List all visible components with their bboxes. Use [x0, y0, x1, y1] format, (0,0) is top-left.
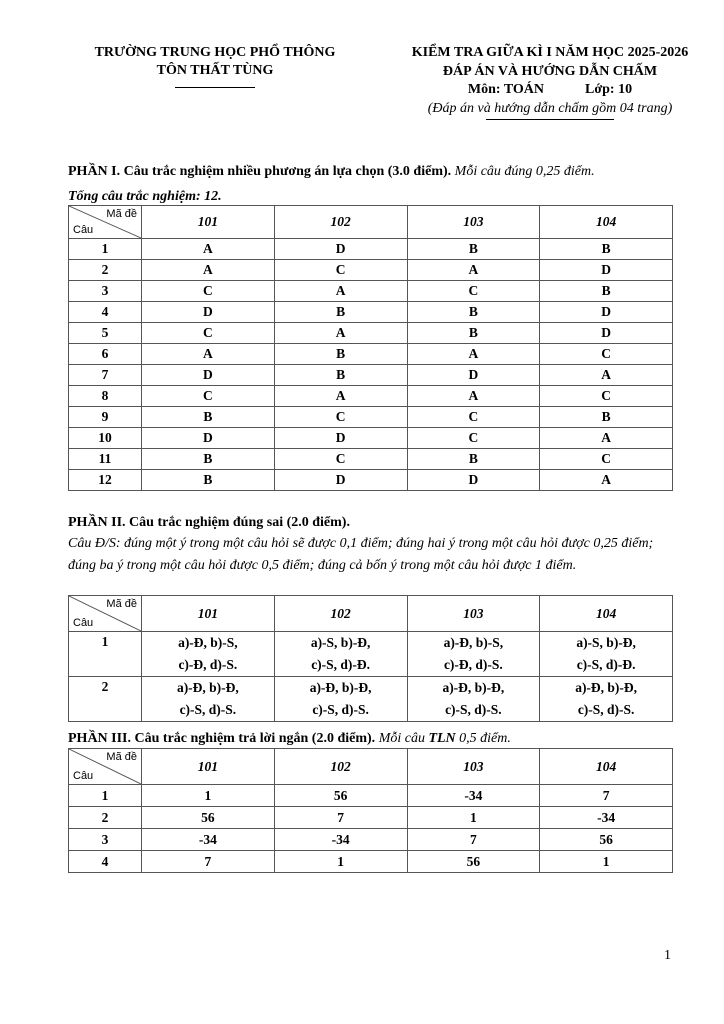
- part1-title: PHẦN I. Câu trắc nghiệm nhiều phương án lựa chọn (3.0 điểm).: [68, 164, 452, 179]
- answer-cell: C: [274, 407, 407, 428]
- answer-cell: -34: [142, 829, 275, 851]
- answer-cell: D: [540, 260, 673, 281]
- answer-line: a)-S, b)-Đ,: [310, 635, 371, 650]
- answer-cell: D: [274, 428, 407, 449]
- answer-cell: B: [142, 470, 275, 491]
- question-number: 10: [69, 428, 142, 449]
- answer-cell: 56: [407, 851, 540, 873]
- code-header: 102: [274, 749, 407, 785]
- answer-cell: C: [407, 428, 540, 449]
- table-row: [69, 632, 673, 677]
- table-row: [69, 365, 673, 386]
- part2-answer-table: [68, 595, 673, 722]
- exam-title: KIỂM TRA GIỮA KÌ I NĂM HỌC 2025-2026: [411, 45, 689, 60]
- answer-cell: D: [540, 302, 673, 323]
- part3-answer-table: [68, 748, 673, 873]
- answer-cell: A: [274, 281, 407, 302]
- answer-cell: C: [407, 281, 540, 302]
- part1-total: Tổng câu trắc nghiệm: 12.: [68, 189, 222, 204]
- part1-rows: [69, 239, 673, 491]
- question-number: 1: [69, 239, 142, 260]
- table-row: [69, 323, 673, 344]
- answer-line: c)-S, d)-Đ.: [311, 657, 371, 672]
- part3-scoring-abbr: TLN: [428, 731, 456, 746]
- answer-line: a)-S, b)-Đ,: [576, 635, 636, 650]
- code-header: 103: [407, 749, 540, 785]
- part1-scoring: Mỗi câu đúng 0,25 điểm.: [454, 164, 595, 179]
- answer-cell: D: [142, 428, 275, 449]
- answer-cell: 1: [274, 851, 407, 873]
- answer-cell: C: [540, 386, 673, 407]
- doc-title: ĐÁP ÁN VÀ HƯỚNG DẪN CHẤM: [442, 63, 658, 79]
- answer-cell: A: [142, 344, 275, 365]
- answer-cell: B: [274, 344, 407, 365]
- school-header: [70, 44, 360, 98]
- answer-cell: B: [407, 302, 540, 323]
- answer-cell: C: [540, 449, 673, 470]
- question-number: 3: [69, 829, 142, 851]
- table-row: [69, 386, 673, 407]
- corner-label-question: Câu: [73, 224, 94, 236]
- answer-cell: [274, 677, 407, 722]
- table-header-row: [69, 206, 673, 239]
- answer-cell: 7: [407, 829, 540, 851]
- answer-line: c)-S, d)-S.: [312, 702, 369, 717]
- part3-heading: [68, 729, 511, 748]
- code-header: 104: [540, 749, 673, 785]
- table-corner-cell: [69, 749, 142, 785]
- answer-cell: A: [540, 470, 673, 491]
- part3-scoring-value: 0,5 điểm.: [459, 731, 511, 746]
- part2-rule-prefix: Câu Đ/S:: [68, 536, 121, 551]
- corner-label-question: Câu: [73, 617, 94, 629]
- answer-cell: C: [540, 344, 673, 365]
- corner-label-code: Mã đề: [106, 751, 137, 763]
- school-name-line2: TÔN THẤT TÙNG: [156, 63, 274, 78]
- answer-cell: 7: [142, 851, 275, 873]
- table-row: [69, 260, 673, 281]
- table-header-row: [69, 749, 673, 785]
- answer-cell: A: [540, 428, 673, 449]
- table-row: [69, 677, 673, 722]
- answer-cell: B: [540, 239, 673, 260]
- code-header: 102: [274, 206, 407, 239]
- answer-cell: A: [274, 386, 407, 407]
- subject: Môn: TOÁN: [467, 82, 545, 97]
- answer-line: a)-Đ, b)-Đ,: [176, 680, 239, 695]
- table-header-row: [69, 596, 673, 632]
- table-row: [69, 281, 673, 302]
- answer-cell: B: [142, 407, 275, 428]
- school-name-line1: TRƯỜNG TRUNG HỌC PHỔ THÔNG: [94, 45, 336, 60]
- answer-cell: A: [142, 239, 275, 260]
- answer-cell: A: [407, 386, 540, 407]
- answer-cell: 1: [407, 807, 540, 829]
- answer-cell: A: [407, 260, 540, 281]
- answer-cell: D: [142, 302, 275, 323]
- code-header: 104: [540, 596, 673, 632]
- table-row: [69, 239, 673, 260]
- subject-grade-line: [385, 81, 715, 100]
- code-header: 103: [407, 206, 540, 239]
- question-number: 7: [69, 365, 142, 386]
- question-number: 4: [69, 302, 142, 323]
- part3-title: PHẦN III. Câu trắc nghiệm trả lời ngắn (2.0 điểm).: [68, 731, 376, 746]
- question-number: 4: [69, 851, 142, 873]
- answer-cell: [142, 632, 275, 677]
- table-corner-cell: [69, 596, 142, 632]
- question-number: 1: [69, 632, 142, 677]
- header-rule: [486, 119, 614, 120]
- answer-cell: D: [407, 470, 540, 491]
- answer-cell: [274, 632, 407, 677]
- table-row: [69, 344, 673, 365]
- exam-header: [385, 44, 715, 120]
- table-row: [69, 785, 673, 807]
- part2-title: PHẦN II. Câu trắc nghiệm đúng sai (2.0 điểm).: [68, 515, 350, 530]
- part2-rows: [69, 632, 673, 722]
- question-number: 9: [69, 407, 142, 428]
- answer-cell: D: [274, 470, 407, 491]
- part3-scoring-prefix: Mỗi câu: [378, 731, 425, 746]
- answer-cell: C: [142, 386, 275, 407]
- answer-cell: A: [407, 344, 540, 365]
- answer-cell: 1: [540, 851, 673, 873]
- answer-cell: B: [407, 323, 540, 344]
- code-header: 101: [142, 206, 275, 239]
- question-number: 6: [69, 344, 142, 365]
- answer-cell: -34: [407, 785, 540, 807]
- table-row: [69, 829, 673, 851]
- corner-label-question: Câu: [73, 770, 94, 782]
- answer-line: c)-Đ, d)-S.: [443, 657, 503, 672]
- answer-cell: B: [407, 239, 540, 260]
- table-row: [69, 807, 673, 829]
- answer-line: c)-S, d)-S.: [445, 702, 502, 717]
- answer-cell: B: [142, 449, 275, 470]
- answer-cell: [540, 677, 673, 722]
- table-row: [69, 428, 673, 449]
- answer-line: c)-Đ, d)-S.: [178, 657, 238, 672]
- answer-cell: B: [274, 302, 407, 323]
- answer-cell: B: [274, 365, 407, 386]
- question-number: 12: [69, 470, 142, 491]
- answer-cell: 56: [540, 829, 673, 851]
- code-header: 103: [407, 596, 540, 632]
- code-header: 102: [274, 596, 407, 632]
- question-number: 11: [69, 449, 142, 470]
- question-number: 2: [69, 677, 142, 722]
- part2-rule-text: đúng một ý trong một câu hỏi sẽ được 0,1 điểm; đúng hai ý trong một câu hỏi được 0,25 điểm; đúng ba ý trong một câu hỏi được 0,5 điểm; đúng cả bốn ý trong một câu hỏi được 1 điểm.: [68, 536, 654, 573]
- question-number: 5: [69, 323, 142, 344]
- answer-line: a)-Đ, b)-Đ,: [309, 680, 372, 695]
- part1-answer-table: [68, 205, 673, 491]
- part3-rows: [69, 785, 673, 873]
- answer-cell: [142, 677, 275, 722]
- answer-cell: A: [540, 365, 673, 386]
- corner-label-code: Mã đề: [106, 598, 137, 610]
- answer-cell: 56: [142, 807, 275, 829]
- question-number: 1: [69, 785, 142, 807]
- table-row: [69, 470, 673, 491]
- answer-cell: 1: [142, 785, 275, 807]
- part1-heading: [68, 162, 595, 181]
- answer-cell: A: [274, 323, 407, 344]
- answer-cell: [407, 632, 540, 677]
- page-number: 1: [664, 948, 671, 963]
- code-header: 104: [540, 206, 673, 239]
- part2-rule: [68, 533, 676, 576]
- code-header: 101: [142, 749, 275, 785]
- question-number: 2: [69, 807, 142, 829]
- answer-cell: 7: [274, 807, 407, 829]
- question-number: 3: [69, 281, 142, 302]
- answer-cell: B: [540, 281, 673, 302]
- answer-cell: 7: [540, 785, 673, 807]
- answer-line: c)-S, d)-Đ.: [576, 657, 636, 672]
- question-number: 2: [69, 260, 142, 281]
- answer-line: a)-Đ, b)-S,: [178, 635, 238, 650]
- answer-cell: C: [142, 281, 275, 302]
- answer-cell: C: [407, 407, 540, 428]
- answer-cell: [540, 632, 673, 677]
- code-header: 101: [142, 596, 275, 632]
- answer-line: a)-Đ, b)-Đ,: [442, 680, 505, 695]
- answer-cell: C: [142, 323, 275, 344]
- answer-cell: C: [274, 260, 407, 281]
- table-row: [69, 302, 673, 323]
- answer-cell: D: [407, 365, 540, 386]
- answer-cell: B: [540, 407, 673, 428]
- answer-cell: D: [540, 323, 673, 344]
- answer-line: a)-Đ, b)-S,: [443, 635, 504, 650]
- answer-cell: A: [142, 260, 275, 281]
- page-count-note: (Đáp án và hướng dẫn chấm gồm 04 trang): [427, 100, 673, 116]
- answer-cell: B: [407, 449, 540, 470]
- answer-line: c)-S, d)-S.: [179, 702, 237, 717]
- question-number: 8: [69, 386, 142, 407]
- grade: Lớp: 10: [585, 82, 633, 97]
- answer-cell: 56: [274, 785, 407, 807]
- answer-line: c)-S, d)-S.: [577, 702, 635, 717]
- table-corner-cell: [69, 206, 142, 239]
- table-row: [69, 851, 673, 873]
- answer-line: a)-Đ, b)-Đ,: [575, 680, 638, 695]
- answer-cell: [407, 677, 540, 722]
- answer-cell: C: [274, 449, 407, 470]
- answer-cell: D: [274, 239, 407, 260]
- corner-label-code: Mã đề: [106, 208, 137, 220]
- table-row: [69, 407, 673, 428]
- answer-cell: D: [142, 365, 275, 386]
- answer-cell: -34: [540, 807, 673, 829]
- table-row: [69, 449, 673, 470]
- school-name-underline: [175, 87, 255, 88]
- answer-cell: -34: [274, 829, 407, 851]
